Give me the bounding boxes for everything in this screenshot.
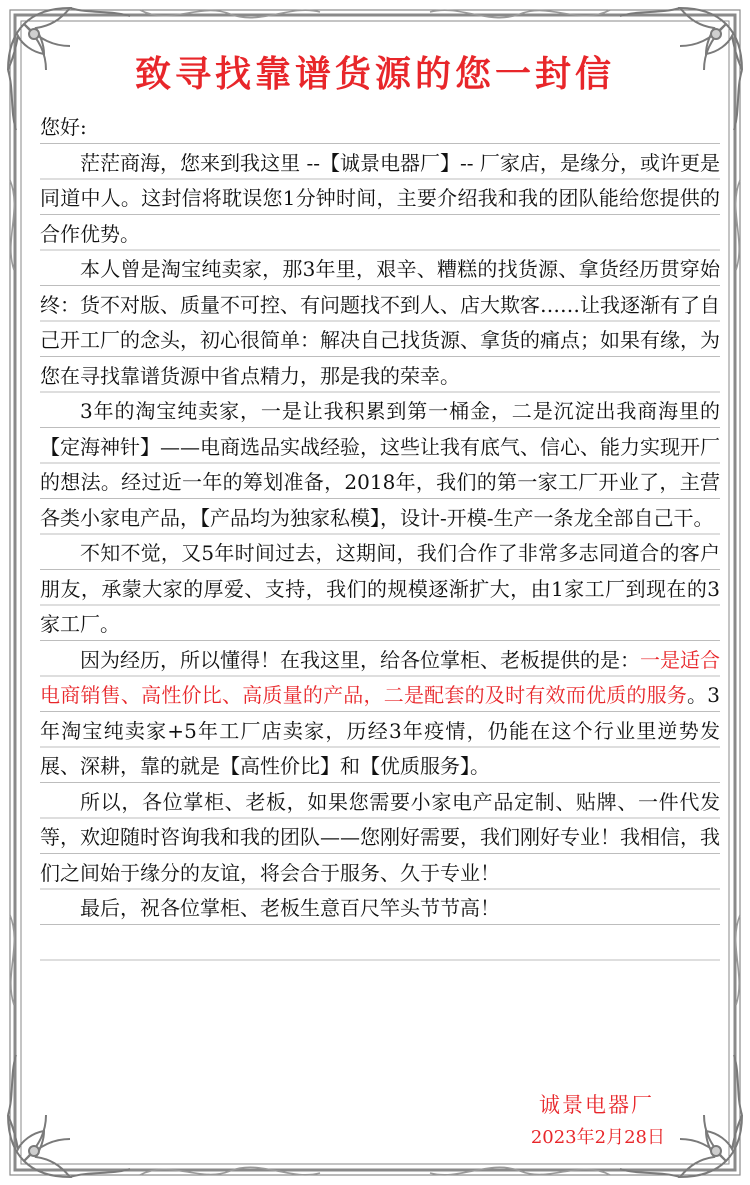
paragraph-invitation: 所以，各位掌柜、老板，如果您需要小家电产品定制、贴牌、一件代发等，欢迎随时咨询我和我的团队——您刚好需要，我们刚好专业！我相信，我们之间始于缘分的友谊，将会合于服务、久于专业！ (40, 789, 720, 885)
letter-title: 致寻找靠谱货源的您一封信 (134, 53, 615, 95)
signature: 诚景电器厂 (539, 1093, 654, 1117)
blank-ruled-line (40, 927, 720, 963)
letter-greeting: 您好: (40, 115, 87, 139)
offer-text-start: 因为经历，所以懂得！在我这里，给各位掌柜、老板提供的是： (80, 647, 640, 672)
paragraph-background: 本人曾是淘宝纯卖家，那3年里，艰辛、糟糕的找货源、拿货经历贯穿始终：货不对版、质量不可控、有问题找不到人、店大欺客……让我逐渐有了自己开工厂的念头，初心很简单：解决自己找货源、拿货的痛点；如果有缘，为您在寻找靠谱货源中省点精力，那是我的荣幸。 (40, 257, 720, 388)
paragraph-offer (40, 643, 720, 785)
paragraph-intro: 茫茫商海，您来到我这里 --【诚景电器厂】-- 厂家店，是缘分，或许更是同道中人。这封信将耽误您1分钟时间，主要介绍我和我的团队能给您提供的合作优势。 (40, 150, 720, 246)
paragraph-experience: 3年的淘宝纯卖家，一是让我积累到第一桶金，二是沉淀出我商海里的【定海神针】——电商选品实战经验，这些让我有底气、信心、能力实现开厂的想法。经过近一年的筹划准备，2018年，我们的第一家工厂开业了，主营各类小家电产品，【产品均为独家私模】，设计-开模-生产一条龙全部自己干。 (40, 399, 720, 530)
letter-body (40, 110, 720, 962)
letter-date: 2023年2月28日 (530, 1127, 665, 1148)
paragraph-closing: 最后，祝各位掌柜、老板生意百尺竿头节节高！ (80, 896, 500, 920)
offer-highlight: 一是适合电商销售、高性价比、高质量的产品，二是配套的及时有效而优质的服务 (40, 647, 720, 707)
offer-text-end: 。3年淘宝纯卖家+5年工厂店卖家，历经3年疫情，仍能在这个行业里逆势发展、深耕，靠的就是【高性价比】和【优质服务】。 (40, 683, 720, 778)
paragraph-growth: 不知不觉，又5年时间过去，这期间，我们合作了非常多志同道合的客户朋友，承蒙大家的厚爱、支持，我们的规模逐渐扩大，由1家工厂到现在的3家工厂。 (40, 541, 720, 636)
